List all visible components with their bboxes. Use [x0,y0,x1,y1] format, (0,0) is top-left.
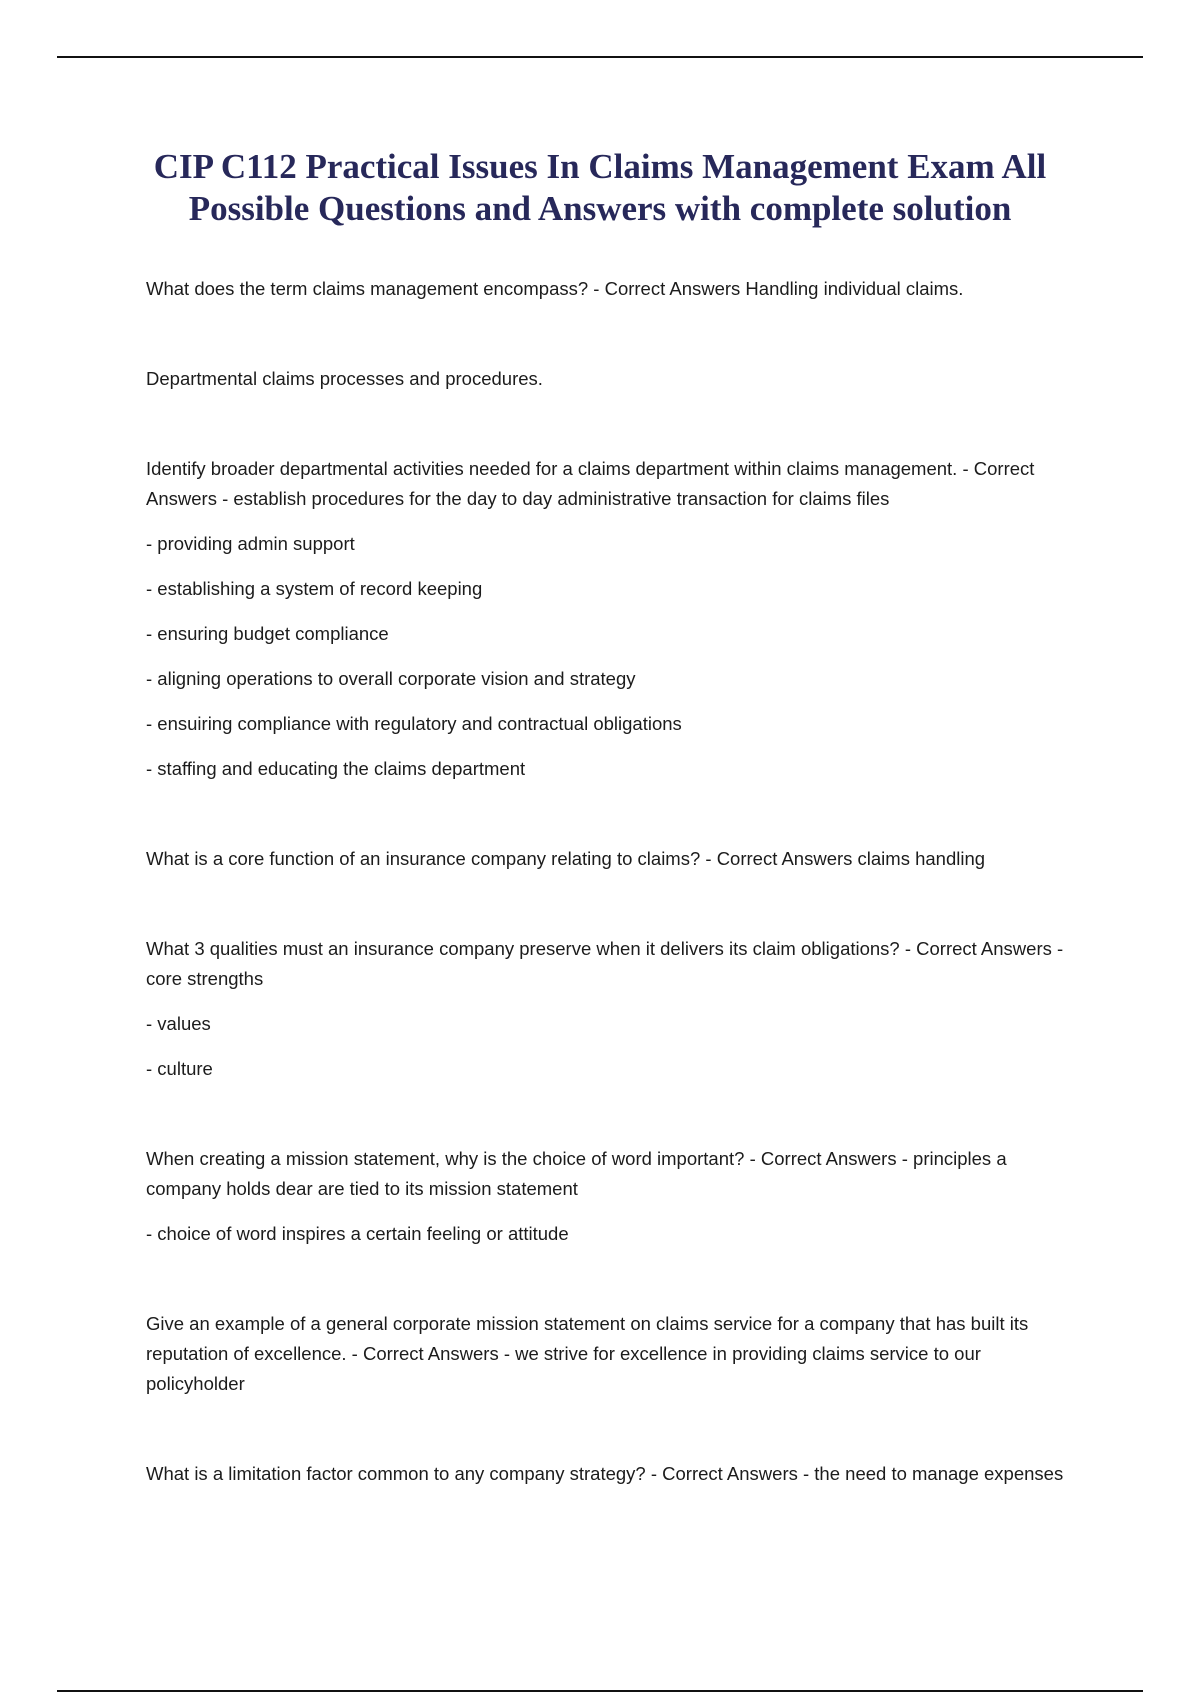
question-paragraph: What is a limitation factor common to any company strategy? - Correct Answers - the need to manage expenses [146,1463,1064,1484]
question-paragraph: What 3 qualities must an insurance company preserve when it delivers its claim obligations? - Correct Answers - core strengths [146,938,1064,989]
answer-list-item: - values [146,1013,211,1034]
footer-rule [57,1690,1143,1692]
answer-list-item: - culture [146,1058,213,1079]
question-paragraph: What is a core function of an insurance company relating to claims? - Correct Answers claims handling [146,848,986,869]
answer-list-item: - ensuiring compliance with regulatory and contractual obligations [146,713,682,734]
answer-list-item: - ensuring budget compliance [146,623,389,644]
question-paragraph: What does the term claims management encompass? - Correct Answers Handling individual claims. [146,278,964,299]
answer-list-item: - choice of word inspires a certain feeling or attitude [146,1223,569,1244]
header-rule [57,56,1143,58]
question-paragraph: When creating a mission statement, why is the choice of word important? - Correct Answers - principles a company holds dear are tied to its mission statement [146,1148,1007,1199]
answer-paragraph: Departmental claims processes and procedures. [146,368,543,389]
document-body [146,274,1076,1489]
question-paragraph: Identify broader departmental activities needed for a claims department within claims management. - Correct Answers - establish procedures for the day to day administrative transaction for claims files [146,458,1035,509]
answer-list-item: - staffing and educating the claims department [146,758,526,779]
question-paragraph: Give an example of a general corporate mission statement on claims service for a company that has built its reputation of excellence. - Correct Answers - we strive for excellence in providing claims service to our policyholder [146,1313,1029,1394]
answer-list-item: - providing admin support [146,533,355,554]
document-title: CIP C112 Practical Issues In Claims Management Exam All Possible Questions and Answers with complete solution [153,147,1047,228]
answer-list-item: - aligning operations to overall corporate vision and strategy [146,668,636,689]
answer-list-item: - establishing a system of record keeping [146,578,483,599]
